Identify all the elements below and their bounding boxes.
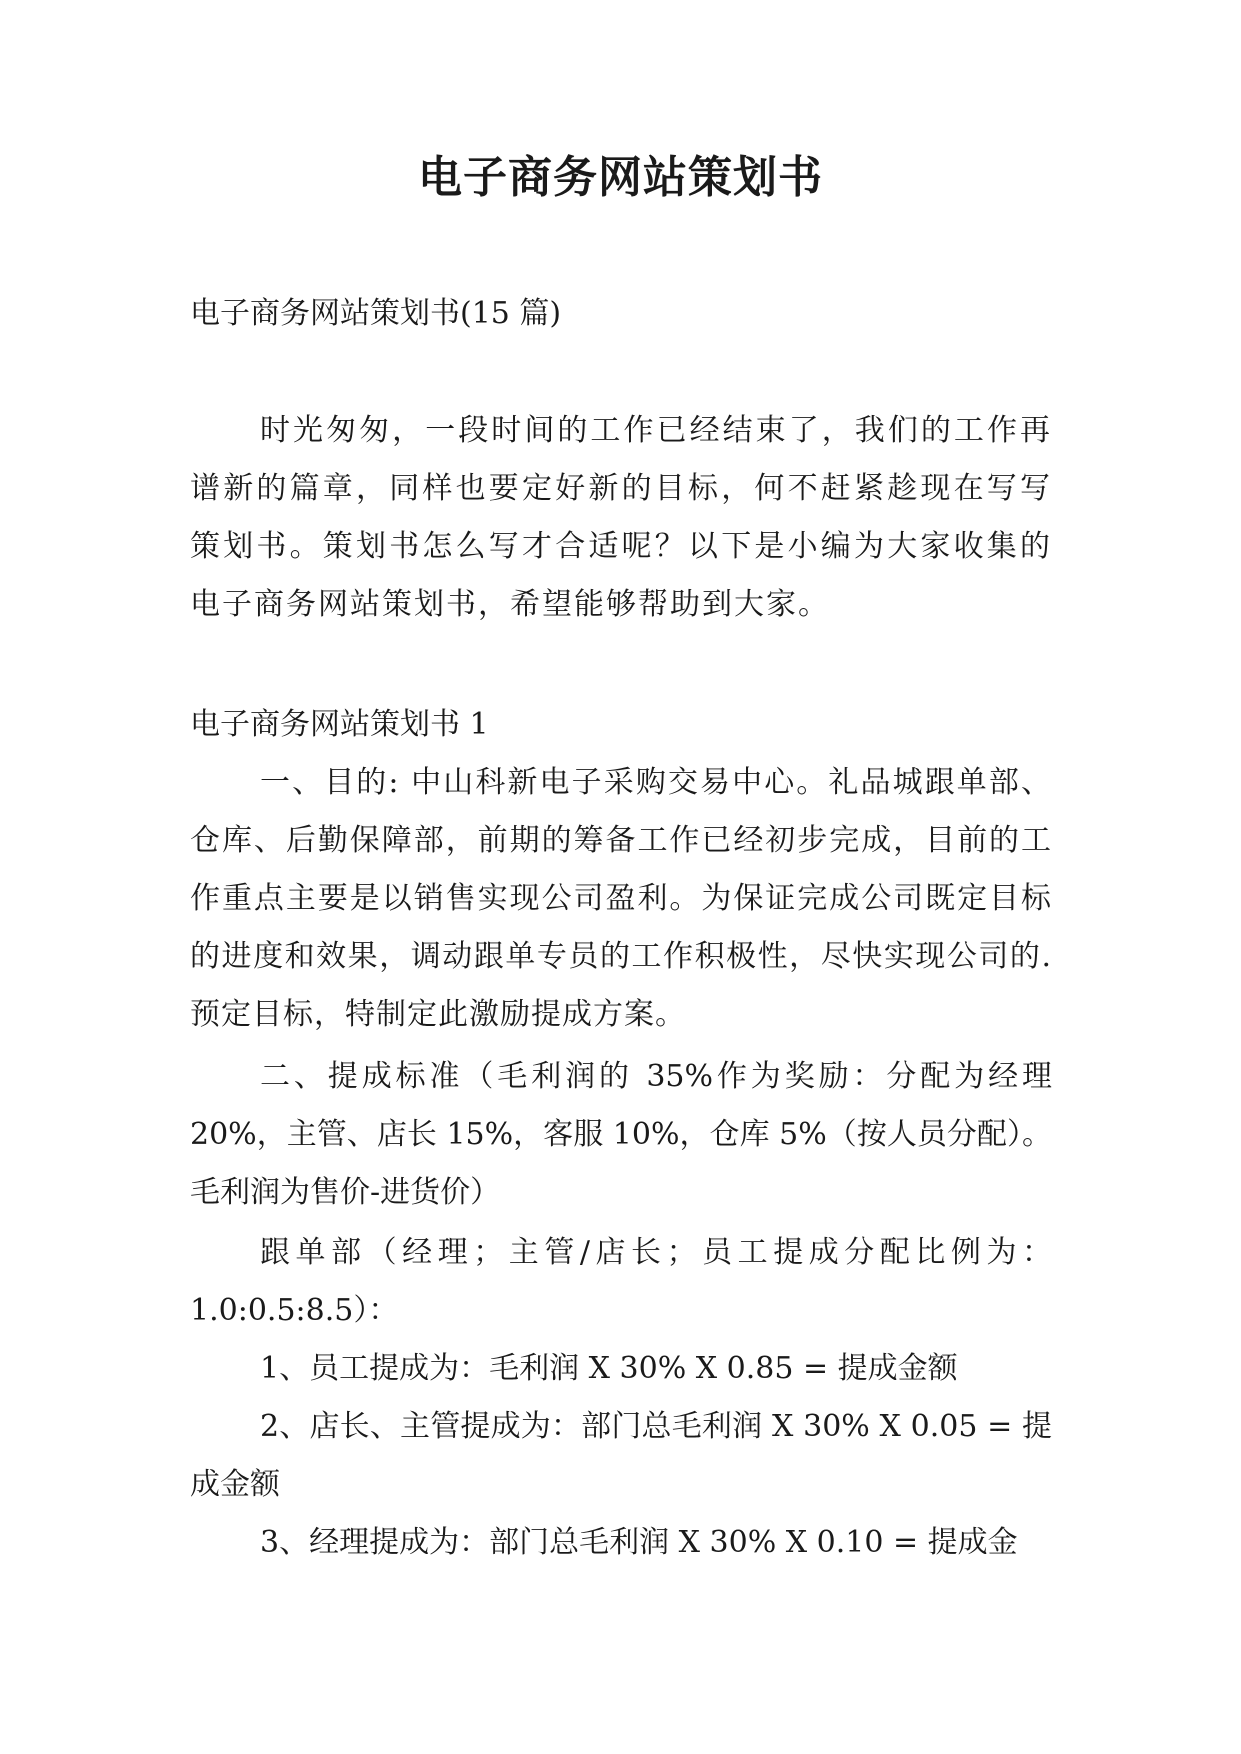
section-heading: 电子商务网站策划书 1 [190, 707, 489, 742]
list-item: 3、经理提成为：部门总毛利润 X 30% X 0.10 = 提成金 [260, 1525, 1018, 1560]
goal-paragraph: 一、目的: 中山科新电子采购交易中心。礼品城跟单部、仓库、后勤保障部，前期的筹备工作已经初步完成，目前的工作重点主要是以销售实现公司盈利。为保证完成公司既定目标的进度和效果，调动跟单专员的工作积极性，尽快实现公司的.预定目标，特制定此激励提成方案。 [190, 765, 1052, 1032]
list-item: 1、员工提成为：毛利润 X 30% X 0.85 = 提成金额 [260, 1351, 958, 1386]
document-subtitle: 电子商务网站策划书(15 篇) [190, 296, 562, 331]
department-ratio-paragraph: 跟单部（经理；主管/店长；员工提成分配比例为：1.0:0.5:8.5）： [190, 1235, 1052, 1328]
document-title: 电子商务网站策划书 [418, 152, 823, 203]
list-item: 2、店长、主管提成为：部门总毛利润 X 30% X 0.05 = 提成金额 [190, 1409, 1052, 1502]
intro-paragraph: 时光匆匆，一段时间的工作已经结束了，我们的工作再谱新的篇章，同样也要定好新的目标，何不赶紧趁现在写写策划书。策划书怎么写才合适呢？以下是小编为大家收集的电子商务网站策划书，希望能够帮助到大家。 [190, 413, 1052, 622]
commission-standard-paragraph: 二、提成标准（毛利润的 35%作为奖励：分配为经理 20%，主管、店长 15%，客服 10%，仓库 5%（按人员分配）。毛利润为售价-进货价） [190, 1059, 1052, 1210]
